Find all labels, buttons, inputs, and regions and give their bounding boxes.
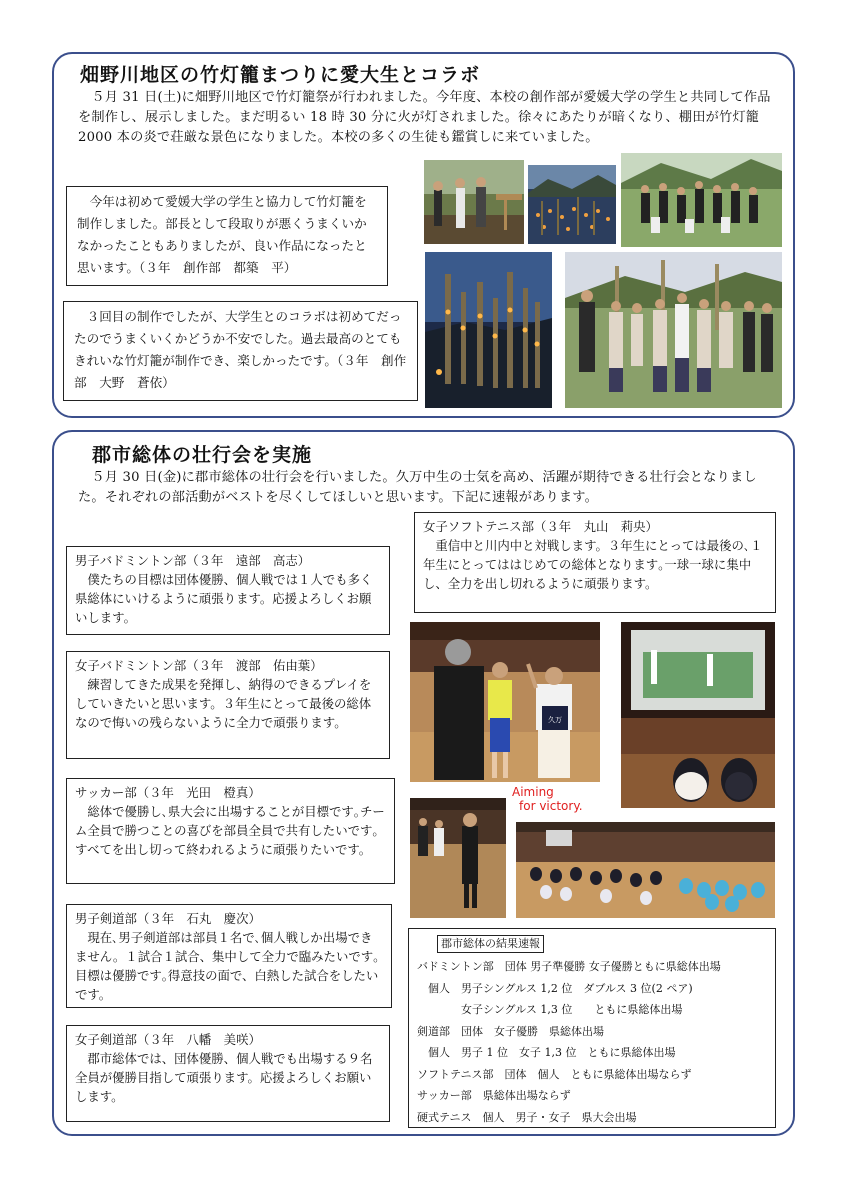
comment-girls-softtennis xyxy=(414,512,776,613)
comment-header: 女子ソフトテニス部（３年 丸山 莉央） xyxy=(423,519,658,534)
comment-boys-badminton xyxy=(66,546,390,635)
results-line: 女子シングルス 1,3 位 ともに県総体出場 xyxy=(417,1003,683,1016)
comment-header: 女子バドミントン部（３年 渡部 佑由葉） xyxy=(75,658,323,673)
results-line: ソフトテニス部 団体 個人 ともに県総体出場ならず xyxy=(417,1067,692,1081)
comment-header: 女子剣道部（３年 八幡 美咲） xyxy=(75,1032,261,1047)
comment-body: 総体で優勝し､県大会に出場することが目標です｡チーム全員で勝つことの喜びを部員全員で共有したいです｡すべてを出し切って終われるように頑張りたいです。 xyxy=(75,804,385,857)
photo-student-speech xyxy=(410,798,506,918)
comment-body: 練習してきた成果を発揮し、納得のできるプレイをしていきたいと思います。３年生にとって最後の総体なので悔いの残らないように全力で頑張ります。 xyxy=(75,677,372,730)
results-line: バドミントン部 団体 男子準優勝 女子優勝ともに県総体出場 xyxy=(417,960,721,973)
comment-girls-kendo xyxy=(66,1025,390,1122)
comment-body: 現在､男子剣道部は部員１名で､個人戦しか出場できません。１試合１試合、集中して全力で臨みたいです｡目標は優勝です｡得意技の面で、白熱した試合をしたいです。 xyxy=(75,930,380,1002)
results-line: 個人 男子 1 位 女子 1,3 位 ともに県総体出場 xyxy=(417,1046,676,1059)
caption-line: for victory. xyxy=(519,799,583,813)
jersey-label: 久万 xyxy=(548,716,562,724)
comment-body: 郡市総体では、団体優勝、個人戦でも出場する９名全員が優勝目指して頑張ります。応援よろしくお願いします。 xyxy=(75,1051,373,1104)
comment-header: サッカー部（３年 光田 橙真） xyxy=(75,785,261,800)
results-line: 硬式テニス 個人 男子・女子 県大会出場 xyxy=(417,1110,637,1124)
results-line: サッカー部 県総体出場ならず xyxy=(417,1089,571,1102)
comment-text: ３回目の制作でしたが、大学生とのコラボは初めてだったのでうまくいくかどうか不安でした。過去最高のとてもきれいな竹灯籠が制作でき、楽しかったです。（３年 創作部 大野 蒼依） xyxy=(74,309,407,390)
photo-gym-assembly xyxy=(516,822,775,918)
comment-soccer xyxy=(66,778,395,884)
festival-title: 畑野川地区の竹灯籠まつりに愛大生とコラボ xyxy=(80,64,481,86)
comment-header: 男子バドミントン部（３年 遠部 高志） xyxy=(75,553,311,568)
photo-group-field xyxy=(621,153,782,247)
comment-text: 今年は初めて愛媛大学の学生と協力して竹灯籠を制作しました。部長として段取りが悪くうまくいかなかったこともありましたが、良い作品になったと思います。（３年 創作部 都築 平） xyxy=(77,194,367,275)
results-line: 剣道部 団体 女子優勝 県総体出場 xyxy=(417,1024,604,1038)
rally-intro: ５月 30 日(金)に郡市総体の壮行会を行いました。久万中生の士気を高め、活躍が期待できる壮行会となりました。それぞれの部活動がベストを尽くしてほしいと思います。下記に速報があります。 xyxy=(78,470,757,505)
comment-boys-kendo xyxy=(66,904,392,1008)
photo-rally-stage xyxy=(410,622,600,782)
results-line: 個人 男子シングルス 1,2 位 ダブルス 3 位(2 ペア) xyxy=(417,981,693,995)
results-box xyxy=(408,928,776,1128)
photo-lanterns-dusk xyxy=(528,165,616,244)
photo-group-bamboo xyxy=(565,252,782,408)
photo-kendo-projector xyxy=(621,622,775,808)
results-title: 郡市総体の結果速報 xyxy=(437,935,544,953)
rally-title: 郡市総体の壮行会を実施 xyxy=(92,444,313,466)
photo-caption xyxy=(512,785,612,813)
comment-header: 男子剣道部（３年 石丸 慶次） xyxy=(75,911,261,926)
comment-girls-badminton xyxy=(66,651,390,759)
comment-body: 僕たちの目標は団体優勝、個人戦では１人でも多く県総体にいけるように頑張ります。応援よろしくお願いします。 xyxy=(75,572,373,625)
comment-box-ono xyxy=(63,301,418,401)
festival-intro: ５月 31 日(土)に畑野川地区で竹灯籠祭が行われました。今年度、本校の創作部が愛媛大学の学生と共同して作品を制作し、展示しました。まだ明るい 18 時 30 分に火が灯されました。徐々にあたりが暗くなり、棚田が竹灯籠 2000 本の炎で荘厳な景色になりました。本校の多くの生徒も鑑賞しに来ていました。 xyxy=(78,90,771,145)
photo-bamboo-night xyxy=(425,252,552,408)
comment-box-tsuzuki xyxy=(66,186,388,286)
comment-body: 重信中と川内中と対戦します。３年生にとっては最後の､１年生にとってははじめての総体となります｡一球一球に集中し、全力を出し切れるように頑張ります。 xyxy=(423,538,763,591)
caption-line: Aiming xyxy=(512,785,554,799)
photo-students-bamboo xyxy=(424,160,524,244)
